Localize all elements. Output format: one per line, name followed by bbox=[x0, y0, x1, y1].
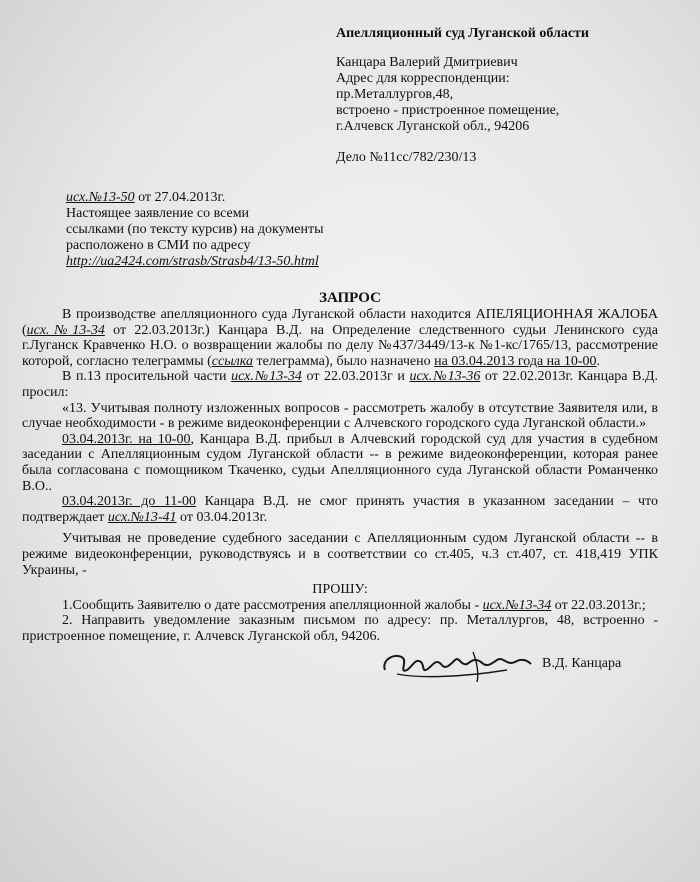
reference-url[interactable] bbox=[66, 254, 376, 270]
recipient-block bbox=[336, 26, 691, 166]
request-item-2: 2. Направить уведомление заказным письмом по адресу: пр. Металлургов, 48, встроенно - пристроенное помещение, г. Алчевск Луганской обл, 94206. bbox=[22, 613, 658, 644]
p2-ref-1: исх.№13-34 bbox=[231, 369, 302, 385]
item1-ref: исх.№13-34 bbox=[482, 597, 552, 613]
reference-line-4: расположено в СМИ по адресу bbox=[66, 238, 251, 253]
p1-text-d: . bbox=[596, 353, 601, 369]
document-body bbox=[22, 307, 658, 684]
paragraph-4 bbox=[22, 432, 658, 494]
court-name: Апелляционный суд Луганской области bbox=[336, 26, 589, 41]
paragraph-1 bbox=[22, 307, 658, 369]
p2-ref-2: исх.№13-36 bbox=[409, 369, 481, 385]
paragraph-5 bbox=[22, 494, 658, 525]
request-item-1 bbox=[22, 598, 658, 614]
p5-text-a: Канцара В.Д. не смог принять участия в указанном заседании – что подтверждает bbox=[22, 494, 658, 525]
address-line-1: пр.Металлургов,48, bbox=[336, 87, 454, 102]
address-label: Адрес для корреспонденции: bbox=[336, 71, 510, 86]
p5-date: 03.04.2013г. до 11-00 bbox=[62, 494, 197, 510]
p5-text-b: от 03.04.2013г. bbox=[176, 509, 268, 525]
p1-ref: исх.№13-34 bbox=[26, 322, 105, 338]
document-title: ЗАПРОС bbox=[319, 290, 381, 306]
item1-text-b: от 22.03.2013г.; bbox=[551, 597, 646, 613]
case-number: Дело №11сс/782/230/13 bbox=[336, 150, 477, 165]
request-heading: ПРОШУ: bbox=[312, 582, 368, 598]
address-line-3: г.Алчевск Луганской обл., 94206 bbox=[336, 119, 530, 134]
p2-text-b: от 22.03.2013г и bbox=[301, 369, 410, 385]
reference-block bbox=[66, 190, 376, 270]
address-line-2: встроено - пристроенное помещение, bbox=[336, 103, 560, 118]
outgoing-date: от 27.04.2013г. bbox=[134, 190, 226, 205]
p1-text-a: В производстве апелляционного суда Луганской области находится АПЕЛЯЦИОННАЯ ЖАЛОБА ( bbox=[22, 307, 658, 338]
paragraph-3-quote: «13. Учитывая полноту изложенных вопросов - рассмотреть жалобу в отсутствие Заявителя или, в случае необходимости - в режиме видеоконференции с Алчевского городского суда Луганской области.» bbox=[22, 400, 658, 432]
paragraph-2 bbox=[22, 369, 658, 400]
p1-date: на 03.04.2013 года на 10-00 bbox=[434, 353, 597, 369]
reference-line-2: Настоящее заявление со всеми bbox=[66, 206, 250, 221]
p1-link[interactable]: ссылка bbox=[211, 353, 253, 369]
reference-line-3: ссылками (по тексту курсив) на документы bbox=[66, 222, 324, 237]
reference-url-text[interactable]: http://ua2424.com/strasb/Strasb4/13-50.html bbox=[66, 254, 319, 269]
p1-text-c: телеграмма), было назначено bbox=[252, 353, 435, 369]
p4-date: 03.04.2013г. на 10-00 bbox=[62, 431, 191, 447]
p1-text-b: от 22.03.2013г.) Канцара В.Д. на Определение следственного судьи Ленинского суда г.Луганск Кравченко Н.О. о возвращении жалобы по делу №437/3449/13-к №1-кс/1765/13, рассмотрение которой, согласно телеграммы ( bbox=[22, 322, 658, 369]
signature-image bbox=[377, 644, 537, 686]
item1-text-a: 1.Сообщить Заявителю о дате рассмотрения апелляционной жалобы - bbox=[62, 597, 483, 613]
sender-name: Канцара Валерий Дмитриевич bbox=[336, 55, 518, 70]
p2-text-a: В п.13 просительной части bbox=[62, 369, 232, 385]
p2-text-c: от 22.02.2013г. Канцара В.Д. просил: bbox=[22, 369, 659, 400]
signature-row bbox=[22, 644, 658, 684]
p5-ref: исх.№13-41 bbox=[107, 509, 177, 525]
signature-name: В.Д. Канцара bbox=[542, 656, 622, 672]
paragraph-6: Учитывая не проведение судебного заседании с Апелляционным судом Луганской области -- в режиме видеоконференции, руководствуясь и в соответствии со ст.405, ч.3 ст.407, ст. 418,419 УПК Украины, - bbox=[22, 531, 658, 578]
outgoing-line bbox=[66, 190, 376, 206]
p4-text: , Канцара В.Д. прибыл в Алчевский городской суд для участия в судебном заседании с Апелляционным судом Луганской области -- в режиме видеоконференции, которая ранее была согласована с помощником Ткаченко, судьи Апелляционного суда Луганской области Романченко В.О.. bbox=[22, 431, 659, 494]
outgoing-number: исх.№13-50 bbox=[66, 190, 135, 205]
